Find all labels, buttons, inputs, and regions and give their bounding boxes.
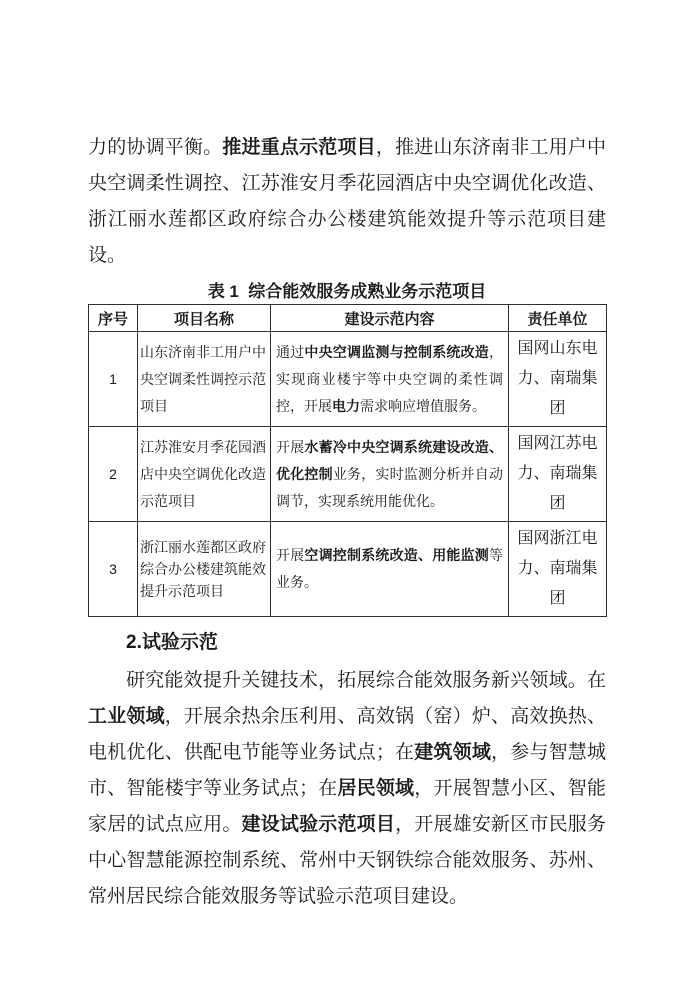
column-header-content: 建设示范内容 [271, 305, 509, 332]
row-index-cell: 2 [89, 427, 138, 522]
text-run: 研究能效提升关键技术，拓展综合能效服务新兴领域。在 [126, 670, 606, 691]
bold-text-run: 居民领域 [337, 778, 415, 799]
bold-text-run: 建筑领域 [414, 742, 492, 763]
project-name-cell: 浙江丽水莲都区政府综合办公楼建筑能效提升示范项目 [138, 522, 271, 617]
table-caption: 表 1 综合能效服务成熟业务示范项目 [207, 282, 487, 301]
text-run: ，参与智慧城市、智能楼宇等业务试点；在 [88, 742, 606, 799]
demonstration-projects-table [88, 304, 607, 617]
text-run: 等业务。 [276, 547, 504, 590]
table-row [89, 332, 607, 427]
bold-text-run: 电力 [332, 397, 360, 414]
column-header-project-name: 项目名称 [138, 305, 271, 332]
bold-text-run: 推进重点示范项目 [222, 137, 376, 158]
text-run: 开展 [276, 547, 305, 563]
bold-text-run: 空调控制系统改造、用能监测 [304, 547, 490, 563]
responsible-unit-cell: 国网浙江电力、南瑞集团 [509, 522, 607, 617]
section-heading: 2.试验示范 [126, 632, 218, 653]
bold-text-run: 水蓄冷中央空调系统建设改造、优化控制 [276, 438, 504, 482]
project-name-cell: 山东济南非工用户中央空调柔性调控示范项目 [138, 332, 271, 427]
table-header-row [89, 305, 607, 332]
text-run: ，实现商业楼宇等中央空调的柔性调控，开展 [276, 343, 504, 414]
responsible-unit-cell: 国网江苏电力、南瑞集团 [509, 427, 607, 522]
construction-content-cell [271, 522, 509, 617]
project-name-cell: 江苏淮安月季花园酒店中央空调优化改造示范项目 [138, 427, 271, 522]
text-run: 力的协调平衡。 [88, 137, 223, 158]
responsible-unit-cell: 国网山东电力、南瑞集团 [509, 332, 607, 427]
text-run: 开展 [276, 438, 305, 455]
construction-content-cell [271, 332, 509, 427]
paragraph-bottom [88, 663, 606, 915]
construction-content-cell [271, 427, 509, 522]
text-run: 业务，实时监测分析并自动调节，实现系统用能优化。 [276, 465, 504, 509]
column-header-index: 序号 [89, 305, 138, 332]
column-header-responsible-unit: 责任单位 [509, 305, 607, 332]
text-run: ，开展余热余压利用、高效锅（窑）炉、高效换热、电机优化、供配电节能等业务试点；在 [88, 706, 606, 763]
text-run: ，开展雄安新区市民服务中心智慧能源控制系统、常州中天钢铁综合能效服务、苏州、常州居民综合能效服务等试验示范项目建设。 [88, 814, 606, 907]
row-index-cell: 3 [89, 522, 138, 617]
text-run: 通过 [276, 343, 305, 360]
table-body [89, 332, 607, 617]
row-index-cell: 1 [89, 332, 138, 427]
paragraph-top [88, 130, 606, 274]
bold-text-run: 建设试验示范项目 [241, 814, 396, 835]
bold-text-run: 工业领域 [88, 706, 165, 727]
bold-text-run: 中央空调监测与控制系统改造 [304, 343, 490, 360]
table-row [89, 427, 607, 522]
text-run: ，开展智慧小区、智能家居的试点应用。 [88, 778, 606, 835]
text-run: 需求响应增值服务。 [360, 397, 486, 414]
table-row [89, 522, 607, 617]
text-run: ，推进山东济南非工用户中央空调柔性调控、江苏淮安月季花园酒店中央空调优化改造、浙江丽水莲都区政府综合办公楼建筑能效提升等示范项目建设。 [88, 137, 606, 266]
